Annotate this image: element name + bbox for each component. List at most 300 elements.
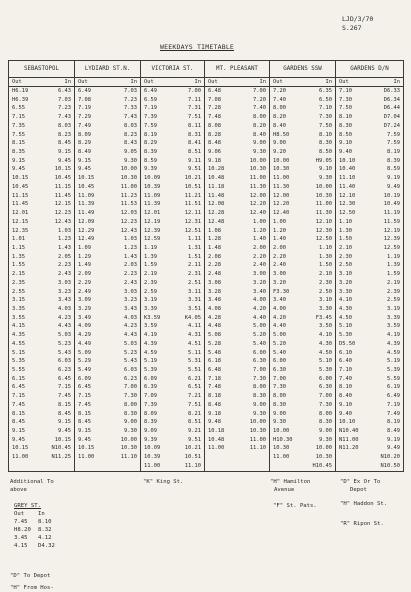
time-out: 10.48 <box>208 175 225 182</box>
time-in: D6.33 <box>383 88 400 94</box>
time-out: 2.00 <box>273 244 286 251</box>
time-out: 6.40 <box>339 358 352 365</box>
time-out: 7.45 <box>78 401 91 408</box>
time-out: 8.30 <box>339 122 352 129</box>
time-out: 10.39 <box>144 183 161 190</box>
cell-lydiard-st-n <box>75 401 141 410</box>
time-in: 6.03 <box>124 367 137 373</box>
grey-st-title: GREY ST. <box>14 503 41 509</box>
time-in: 12.15 <box>54 201 71 208</box>
time-in: 6.03 <box>58 358 71 365</box>
time-out: 7.29 <box>78 114 91 121</box>
time-out: 1.08 <box>208 227 221 234</box>
table-row <box>9 96 404 105</box>
time-in: 3.20 <box>253 279 266 286</box>
time-in: 4.19 <box>387 332 400 339</box>
time-out: 10.15 <box>78 175 95 182</box>
time-out: H6.19 <box>12 88 29 94</box>
time-in: 11.10 <box>184 462 201 469</box>
grey-st-row <box>14 534 55 542</box>
time-out: 10.15 <box>12 175 29 182</box>
time-out: 12.49 <box>78 236 95 243</box>
time-in: 12.51 <box>184 227 201 234</box>
time-in: 11.59 <box>383 218 400 225</box>
cell-gardens-ssw <box>270 392 336 401</box>
time-out: 9.09 <box>144 428 157 435</box>
grey-st-out: 3.45 <box>14 535 28 541</box>
column-header-victoria-st: VICTORIA ST. <box>141 61 205 78</box>
table-row <box>9 462 404 471</box>
cell-gardens-d-n <box>336 331 404 340</box>
time-in: 9.51 <box>188 436 201 443</box>
time-out: 2.35 <box>12 279 25 286</box>
time-out: 5.00 <box>273 332 286 339</box>
cell-sebastopol <box>9 104 75 113</box>
time-in: 10.51 <box>184 454 201 461</box>
cell-lydiard-st-n <box>75 305 141 314</box>
table-row <box>9 444 404 453</box>
time-out: 6.59 <box>144 96 157 103</box>
cell-victoria-st <box>141 174 205 183</box>
cell-sebastopol <box>9 453 75 462</box>
cell-gardens-ssw <box>270 331 336 340</box>
cell-victoria-st <box>141 183 205 192</box>
time-in: 7.00 <box>319 393 332 400</box>
time-out: 5.49 <box>78 367 91 373</box>
time-out: N11.20 <box>339 445 359 452</box>
time-in: 2.59 <box>387 297 400 304</box>
time-in: 7.59 <box>387 131 400 138</box>
time-out: 8.00 <box>273 105 286 112</box>
time-out: 12.40 <box>273 210 290 217</box>
cell-gardens-ssw <box>270 131 336 140</box>
time-in: 3.03 <box>58 279 71 286</box>
time-in: N10.45 <box>51 445 71 452</box>
time-out: 7.10 <box>339 367 352 373</box>
cell-gardens-d-n <box>336 340 404 349</box>
table-row <box>9 418 404 427</box>
cell-sebastopol <box>9 444 75 453</box>
cell-victoria-st <box>141 96 205 105</box>
time-in: 3.51 <box>188 305 201 312</box>
time-in: 1.50 <box>319 262 332 269</box>
header-row <box>9 61 404 78</box>
time-out: 3.28 <box>208 288 221 295</box>
cell-gardens-ssw <box>270 200 336 209</box>
cell-mt-pleasant <box>205 148 270 157</box>
cell-mt-pleasant <box>205 401 270 410</box>
time-in: 8.21 <box>188 410 201 417</box>
cell-victoria-st <box>141 296 205 305</box>
time-out: 10.10 <box>339 419 356 426</box>
table-row <box>9 227 404 236</box>
time-in: 10.30 <box>120 175 137 182</box>
time-out: 8.48 <box>208 401 221 408</box>
time-in: 5.00 <box>253 323 266 330</box>
time-in: 7.40 <box>253 105 266 112</box>
cell-victoria-st <box>141 392 205 401</box>
table-row <box>9 261 404 270</box>
cell-sebastopol <box>9 235 75 244</box>
cell-victoria-st <box>141 148 205 157</box>
time-out: 4.20 <box>273 314 286 321</box>
cell-mt-pleasant <box>205 253 270 262</box>
cell-gardens-d-n <box>336 270 404 279</box>
cell-mt-pleasant <box>205 139 270 148</box>
time-in: 9.30 <box>124 157 137 164</box>
time-in: 2.23 <box>58 262 71 269</box>
time-in: 10.00 <box>315 445 332 452</box>
time-in: 3.43 <box>58 297 71 304</box>
time-out: 9.48 <box>208 419 221 426</box>
time-in: 10.45 <box>54 175 71 182</box>
time-out: 4.50 <box>339 314 352 321</box>
cell-sebastopol <box>9 349 75 358</box>
cell-sebastopol <box>9 288 75 297</box>
in-header: In <box>259 79 266 85</box>
cell-victoria-st <box>141 122 205 131</box>
time-in: 6.45 <box>58 375 71 382</box>
cell-sebastopol <box>9 392 75 401</box>
time-out: 7.30 <box>273 384 286 391</box>
time-in: 12.00 <box>249 192 266 199</box>
time-in: 3.30 <box>319 305 332 312</box>
time-in: 10.00 <box>315 183 332 190</box>
time-in: 4.40 <box>253 314 266 321</box>
cell-sebastopol <box>9 305 75 314</box>
cell-gardens-d-n <box>336 200 404 209</box>
time-out: 6.18 <box>208 358 221 365</box>
table-row <box>9 148 404 157</box>
time-in: 4.23 <box>58 314 71 321</box>
time-out: 7.15 <box>12 393 25 400</box>
grey-st-in: 8.32 <box>38 527 52 533</box>
note-d-ex-line2: Depot <box>350 487 367 493</box>
cell-gardens-d-n <box>336 279 404 288</box>
time-out: 3.48 <box>208 297 221 304</box>
grey-st-in: D4.32 <box>38 543 55 549</box>
time-out: 11.00 <box>12 454 29 461</box>
time-out: 6.55 <box>12 105 25 112</box>
time-in: 2.00 <box>253 244 266 251</box>
cell-mt-pleasant <box>205 444 270 453</box>
cell-gardens-ssw <box>270 261 336 270</box>
time-in: 8.10 <box>319 131 332 138</box>
time-in: 9.00 <box>124 419 137 426</box>
grey-st-row <box>14 526 55 534</box>
note-additional <box>10 478 54 494</box>
cell-victoria-st <box>141 349 205 358</box>
time-out: 2.50 <box>339 262 352 269</box>
table-row <box>9 296 404 305</box>
time-out: 7.19 <box>144 105 157 112</box>
time-out: 10.18 <box>208 428 225 435</box>
table-row <box>9 357 404 366</box>
time-in: 8.23 <box>124 131 137 138</box>
cell-mt-pleasant <box>205 96 270 105</box>
cell-gardens-d-n <box>336 305 404 314</box>
table-row <box>9 157 404 166</box>
cell-sebastopol <box>9 218 75 227</box>
time-out: 2.29 <box>78 279 91 286</box>
cell-sebastopol <box>9 131 75 140</box>
time-out: 10.10 <box>339 157 356 164</box>
time-out: 7.40 <box>339 375 352 382</box>
cell-sebastopol <box>9 375 75 384</box>
time-out: 5.55 <box>12 367 25 373</box>
time-in: 6.19 <box>387 384 400 391</box>
time-in: 2.43 <box>124 279 137 286</box>
time-in: 1.20 <box>253 227 266 234</box>
time-in: 9.30 <box>253 149 266 156</box>
time-out: 1.01 <box>12 236 25 243</box>
cell-sebastopol <box>9 139 75 148</box>
time-in: 9.49 <box>387 183 400 190</box>
cell-sebastopol <box>9 296 75 305</box>
table-row <box>9 340 404 349</box>
time-in: 7.00 <box>124 384 137 391</box>
time-out: 8.18 <box>208 393 221 400</box>
cell-sebastopol <box>9 279 75 288</box>
note-f-st-pats: "F" St. Pats. <box>273 503 317 509</box>
time-in: 12.11 <box>184 210 201 217</box>
time-out: 8.59 <box>144 157 157 164</box>
table-row <box>9 392 404 401</box>
cell-sebastopol <box>9 270 75 279</box>
note-r-ripon: "R" Ripon St. <box>340 521 384 527</box>
cell-mt-pleasant <box>205 427 270 436</box>
cell-lydiard-st-n <box>75 113 141 122</box>
cell-mt-pleasant <box>205 288 270 297</box>
time-out: 7.39 <box>144 114 157 121</box>
time-out: 4.35 <box>12 332 25 339</box>
table-row <box>9 322 404 331</box>
time-out: 4.29 <box>78 332 91 339</box>
time-out: 8.29 <box>78 140 91 147</box>
time-out: 9.39 <box>144 166 157 173</box>
time-in: 4.51 <box>188 340 201 347</box>
cell-gardens-ssw <box>270 253 336 262</box>
time-in: 6.23 <box>58 367 71 373</box>
cell-victoria-st <box>141 200 205 209</box>
time-in: 7.00 <box>253 88 266 94</box>
time-out: 6.09 <box>144 375 157 382</box>
time-out: 3.39 <box>144 305 157 312</box>
time-in: 11.53 <box>120 201 137 208</box>
time-in: 1.19 <box>387 253 400 260</box>
time-in: 3.39 <box>387 314 400 321</box>
time-out: 3.30 <box>339 288 352 295</box>
time-in: 10.30 <box>315 192 332 199</box>
table-row <box>9 314 404 323</box>
time-in: D6.44 <box>383 105 400 112</box>
cell-gardens-d-n <box>336 418 404 427</box>
time-out: 12.10 <box>339 192 356 199</box>
time-in: 4.39 <box>387 340 400 347</box>
time-out: 1.59 <box>144 262 157 269</box>
cell-gardens-ssw <box>270 227 336 236</box>
cell-gardens-d-n <box>336 218 404 227</box>
time-in: 2.31 <box>188 271 201 278</box>
cell-gardens-d-n <box>336 227 404 236</box>
cell-lydiard-st-n <box>75 104 141 113</box>
time-in: 10.19 <box>383 192 400 199</box>
time-out: 3.20 <box>273 279 286 286</box>
time-out: 8.15 <box>78 410 91 417</box>
cell-mt-pleasant <box>205 122 270 131</box>
time-in: 8.20 <box>253 122 266 129</box>
cell-gardens-ssw <box>270 436 336 445</box>
cell-gardens-ssw <box>270 340 336 349</box>
cell-gardens-ssw <box>270 418 336 427</box>
time-in: 7.21 <box>188 393 201 400</box>
in-header: In <box>64 79 71 85</box>
time-in: 12.31 <box>184 218 201 225</box>
time-out: 5.29 <box>78 358 91 365</box>
cell-gardens-ssw <box>270 235 336 244</box>
time-in: 4.43 <box>58 323 71 330</box>
time-out: 5.19 <box>144 358 157 365</box>
time-out: 6.45 <box>78 384 91 391</box>
cell-gardens-d-n <box>336 436 404 445</box>
time-in: 9.15 <box>58 149 71 156</box>
time-out: 4.10 <box>339 297 352 304</box>
time-out: 2.49 <box>78 288 91 295</box>
time-in: 8.23 <box>58 131 71 138</box>
time-in: 8.00 <box>124 401 137 408</box>
cell-mt-pleasant <box>205 418 270 427</box>
time-out: 12.28 <box>208 210 225 217</box>
cell-gardens-d-n <box>336 96 404 105</box>
cell-sebastopol <box>9 244 75 253</box>
time-in: 5.20 <box>253 332 266 339</box>
cell-lydiard-st-n <box>75 357 141 366</box>
cell-gardens-d-n <box>336 314 404 323</box>
time-out: 9.45 <box>12 166 25 173</box>
time-in: 1.03 <box>58 227 71 234</box>
time-out: 8.45 <box>78 419 91 426</box>
time-out: 1.00 <box>273 218 286 225</box>
schedule-code: S.267 <box>342 24 362 32</box>
cell-mt-pleasant <box>205 331 270 340</box>
cell-lydiard-st-n <box>75 427 141 436</box>
time-out: D5.50 <box>339 340 356 347</box>
time-out: 2.59 <box>144 288 157 295</box>
cell-gardens-ssw <box>270 209 336 218</box>
time-out: 11.45 <box>12 201 29 208</box>
cell-mt-pleasant <box>205 174 270 183</box>
time-out: 11.18 <box>208 183 225 190</box>
cell-gardens-d-n <box>336 209 404 218</box>
time-in: 5.23 <box>124 349 137 356</box>
time-out: 8.48 <box>208 140 221 147</box>
cell-sebastopol <box>9 122 75 131</box>
time-in: 11.19 <box>383 210 400 217</box>
time-out: 7.09 <box>144 393 157 400</box>
cell-gardens-d-n <box>336 366 404 375</box>
cell-sebastopol <box>9 418 75 427</box>
cell-gardens-ssw <box>270 401 336 410</box>
cell-lydiard-st-n <box>75 375 141 384</box>
time-in: 7.30 <box>319 401 332 408</box>
grey-st-out: 4.15 <box>14 543 28 549</box>
time-out: 7.35 <box>12 122 25 129</box>
cell-gardens-ssw <box>270 444 336 453</box>
time-in: 5.40 <box>253 340 266 347</box>
time-in: 3.19 <box>387 305 400 312</box>
cell-sebastopol <box>9 253 75 262</box>
grey-st-out: H8.20 <box>14 527 31 533</box>
time-in: H10.45 <box>312 462 332 469</box>
time-in: 8.41 <box>188 140 201 147</box>
time-out: 8.49 <box>78 149 91 156</box>
time-out: 4.59 <box>144 349 157 356</box>
column-header-gardens-ssw: GARDENS SSW <box>270 61 336 78</box>
cell-mt-pleasant <box>205 235 270 244</box>
time-in: 2.50 <box>319 288 332 295</box>
cell-sebastopol <box>9 157 75 166</box>
time-out: 11.00 <box>273 175 290 182</box>
cell-sebastopol <box>9 331 75 340</box>
cell-sebastopol <box>9 200 75 209</box>
time-out: 5.15 <box>12 349 25 356</box>
time-in: 12.20 <box>249 201 266 208</box>
time-out: 7.30 <box>339 96 352 103</box>
cell-gardens-d-n <box>336 131 404 140</box>
time-in: 11.00 <box>249 436 266 443</box>
time-out: 8.30 <box>273 401 286 408</box>
time-in: 2.43 <box>58 271 71 278</box>
note-h-hamilton-line1: "H" Hamilton <box>270 479 311 485</box>
cell-gardens-d-n <box>336 296 404 305</box>
time-in: 7.45 <box>58 393 71 400</box>
time-out: 5.20 <box>273 340 286 347</box>
table-row <box>9 200 404 209</box>
cell-victoria-st <box>141 104 205 113</box>
cell-gardens-ssw <box>270 453 336 462</box>
cell-gardens-d-n <box>336 113 404 122</box>
time-out: 9.45 <box>12 436 25 443</box>
time-out: 11.00 <box>208 445 225 452</box>
time-in: 7.19 <box>387 401 400 408</box>
time-in: 9.49 <box>387 445 400 452</box>
note-h-haddon: "H" Haddon St. <box>340 501 388 507</box>
time-in: 2.51 <box>188 279 201 286</box>
time-out: 5.28 <box>208 340 221 347</box>
time-in: 8.19 <box>387 419 400 426</box>
time-in: 1.23 <box>124 244 137 251</box>
time-out: 12.35 <box>12 227 29 234</box>
cell-mt-pleasant <box>205 375 270 384</box>
time-in: 11.45 <box>54 192 71 199</box>
time-out: 11.10 <box>339 175 356 182</box>
cell-lydiard-st-n <box>75 444 141 453</box>
cell-lydiard-st-n <box>75 331 141 340</box>
time-in: 7.10 <box>319 105 332 112</box>
note-additional-line1: Additional To <box>10 479 54 485</box>
time-in: 9.45 <box>58 428 71 435</box>
cell-mt-pleasant <box>205 227 270 236</box>
cell-gardens-d-n <box>336 183 404 192</box>
time-in: 5.51 <box>188 367 201 373</box>
time-out: 9.06 <box>208 149 221 156</box>
cell-lydiard-st-n <box>75 322 141 331</box>
time-out: 10.09 <box>144 445 161 452</box>
time-in: 12.50 <box>315 236 332 243</box>
time-out: H10.30 <box>273 436 293 443</box>
cell-gardens-d-n <box>336 383 404 392</box>
time-out: 2.48 <box>208 271 221 278</box>
